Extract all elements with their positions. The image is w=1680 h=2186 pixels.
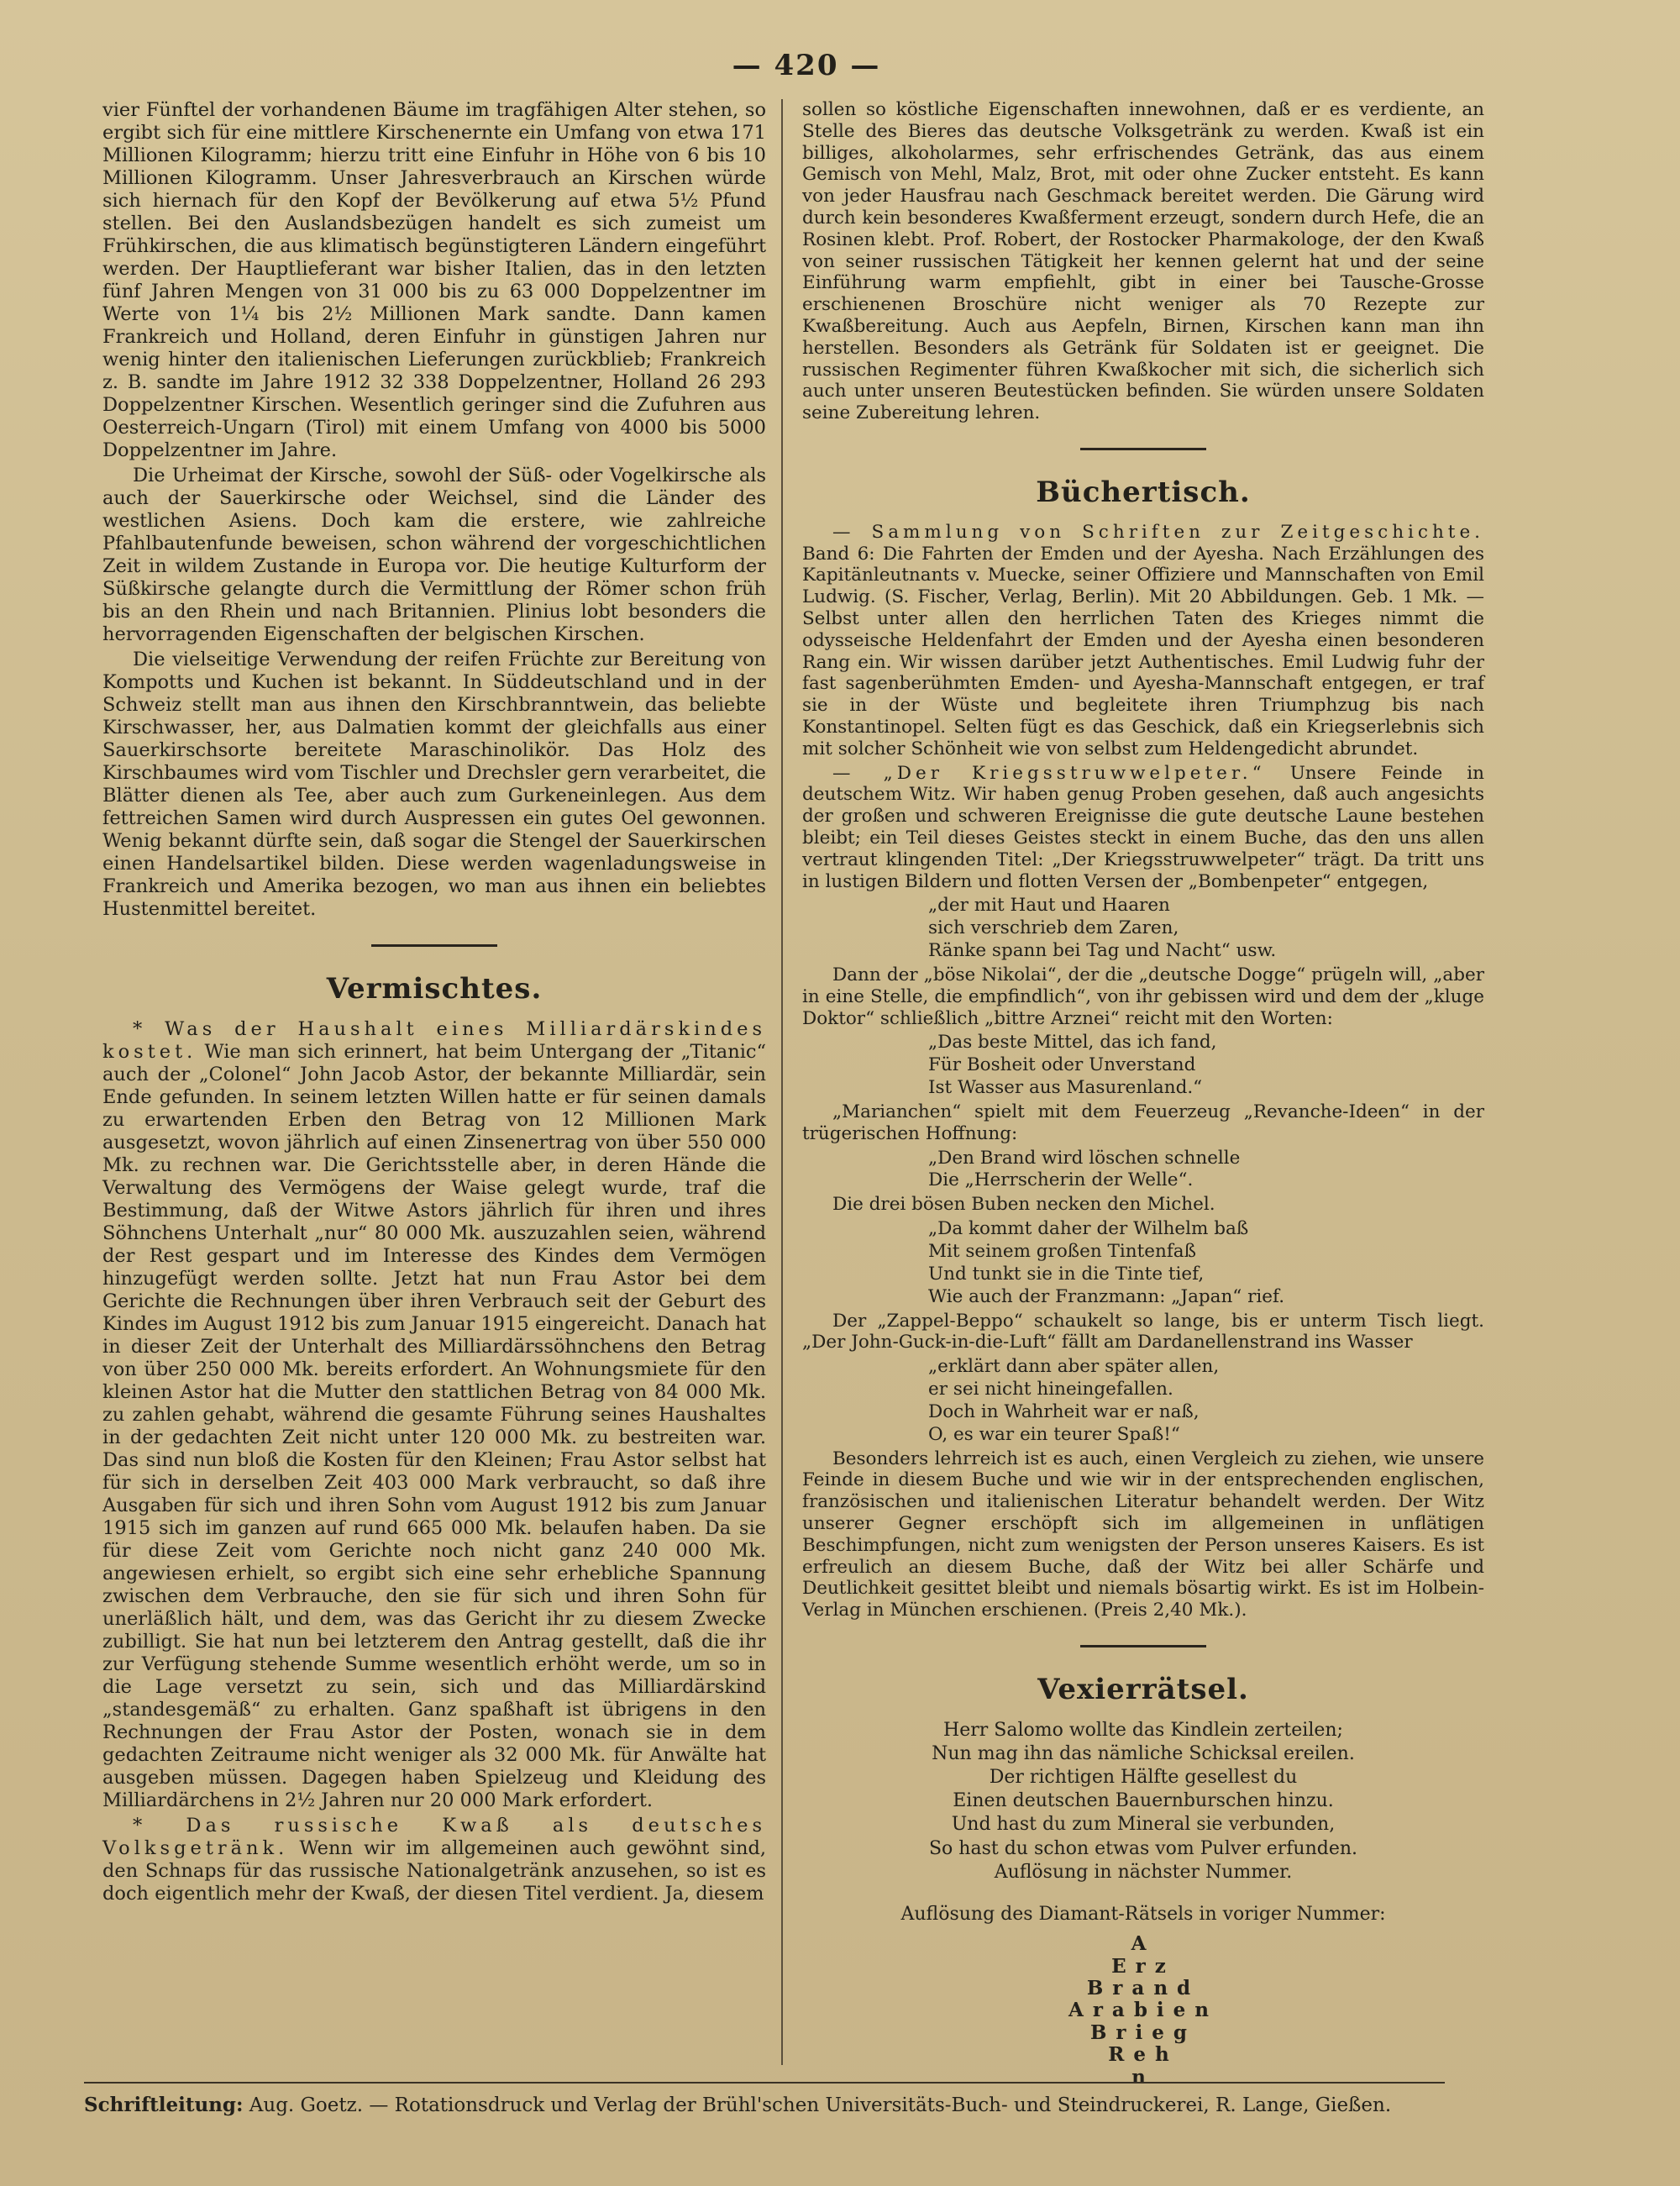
vermischtes-heading: Vermischtes. [326,972,543,1006]
section-separator [1080,448,1206,450]
riddle-line: So hast du schon etwas vom Pulver erfunden. [928,1837,1358,1859]
verse-line: „Den Brand wird löschen schnelle [928,1147,1241,1169]
milliardaer-article [102,1018,766,1812]
left-column [102,99,766,1908]
verse-john [928,1356,1484,1447]
right-column [802,99,1484,2089]
section-separator [1080,1645,1206,1647]
riddle-line: Nun mag ihn das nämliche Schicksal ereilen. [932,1743,1355,1764]
milliardaer-headline: * Was der Haushalt eines Milliardärskindes kostet. [102,1017,766,1063]
verse-line: Mit seinem großen Tintenfaß [928,1240,1196,1262]
aufloesung-heading: Auflösung des Diamant-Rätsels in voriger Nummer: [900,1903,1386,1925]
diamond-row: Brieg [1089,2020,1196,2044]
diamond-row: A [1131,1932,1156,1956]
verse-michel [928,1218,1484,1309]
sammlung-body: Band 6: Die Fahrten der Emden und der Ayesha. Nach Erzählungen des Kapitänleutnants v. Muecke, seiner Offiziere und Mannschaften von Emil Ludwig. (S. Fischer, Verlag, Berlin). Mit 20 Abbildungen. Geb. 1 Mk. — Selbst unter allen den herrlichen Taten des Krieges nimmt die odysseische Heldenfahrt der Emden und der Ayesha einen besonderen Rang ein. Wir wissen darüber jetzt Authentisches. Emil Ludwig fuhr der fast sagenberühmten Emden- und Ayesha-Mannschaft entgegen, er traf sie in der Wüste und begleitete ihren Triumphzug bis nach Konstantinopel. Selten fügt es das Geschick, daß ein Kriegserlebnis sich mit solcher Schönheit wie von selbst zum Heldengedicht abrundet. [802,543,1484,759]
verse-line: „erklärt dann aber später allen, [928,1356,1220,1378]
diamond-solution [802,1933,1484,2089]
kwass-body: Wenn wir im allgemeinen auch gewöhnt sind, den Schnaps für das russische Nationalgetränk anzusehen, so ist es doch eigentlich mehr der Kwaß, der diesen Titel verdient. Ja, diesem [102,1837,767,1905]
verse-line: „Da kommt daher der Wilhelm baß [928,1218,1249,1240]
kirschen-paragraph-2: Die Urheimat der Kirsche, sowohl der Süß- oder Vogelkirsche als auch der Sauerkirsche oder Weichsel, sind die Länder des westlichen Asiens. Doch kam die erstere, wie zahlreiche Pfahlbautenfunde beweisen, schon während der vorgeschichtlichen Zeit in wildem Zustande in Europa vor. Die heutige Kulturform der Süßkirsche gelangte durch die Vermittlung der Römer schon früh bis an den Rhein und nach Britannien. Plinius lobt besonders die hervorragenden Eigenschaften der belgischen Kirschen. [102,465,766,645]
verse-line: Wie auch der Franzmann: „Japan“ rief. [928,1285,1285,1307]
verse-line: Ränke spann bei Tag und Nacht“ usw. [928,940,1277,962]
riddle-line: Auflösung in nächster Nummer. [994,1861,1293,1883]
kwass-continued: sollen so köstliche Eigenschaften innewohnen, daß er es verdiente, an Stelle des Bieres das deutsche Volksgetränk zu werden. Kwaß ist ein billiges, alkoholarmes, sehr erfrischendes Getränk, das aus einem Gemisch von Mehl, Malz, Brot, mit oder ohne Zucker entsteht. Es kann von jeder Hausfrau nach Geschmack bereitet werden. Die Gärung wird durch kein besonderes Kwaßferment erzeugt, sondern durch Hefe, die an Rosinen klebt. Prof. Robert, der Rostocker Pharmakologe, der den Kwaß von seiner russischen Tätigkeit her kennen gelernt hat und der seine Einführung warm empfiehlt, gibt in einer bei Tausche-Grosse erschienenen Broschüre nicht weniger als 70 Rezepte zur Kwaßbereitung. Auch aus Aepfeln, Birnen, Kirschen kann man ihn herstellen. Besonders als Getränk für Soldaten ist er geeignet. Die russischen Regimenter führen Kwaßkocher mit sich, die sicherlich sich auch unter unseren Beutestücken befinden. Sie würden unsere Soldaten seine Zubereitung lehren. [802,99,1484,424]
struwwel-body: Unsere Feinde in deutschem Witz. Wir haben genug Proben gesehen, daß auch angesichts der großen und schweren Ereignisse die gute deutsche Laune bestehen bleibt; ein Teil dieses Geistes steckt in einem Buche, das den uns allen vertraut klingenden Titel: „Der Kriegsstruwwelpeter“ trägt. Da tritt uns in lustigen Bildern und flotten Versen der „Bombenpeter“ entgegen, [802,762,1484,892]
buechertisch-heading: Büchertisch. [1036,475,1251,509]
vexierraetsel-text [802,1719,1484,1884]
sammlung-headline: — Sammlung von Schriften zur Zeitgeschichte. [832,521,1484,543]
kirschen-paragraph-1: vier Fünftel der vorhandenen Bäume im tragfähigen Alter stehen, so ergibt sich für eine mittlere Kirschenernte ein Umfang von etwa 171 Millionen Kilogramm; hierzu tritt eine Einfuhr in Höhe von 6 bis 10 Millionen Kilogramm. Unser Jahresverbrauch an Kirschen würde sich hiernach für den Kopf der Bevölkerung auf etwa 5½ Pfund stellen. Bei den Auslandsbezügen handelt es sich zumeist um Frühkirschen, die aus klimatisch begünstigteren Ländern eingeführt werden. Der Hauptlieferant war bisher Italien, das in den letzten fünf Jahren Mengen von 31 000 bis zu 63 000 Doppelzentner im Werte von 1¼ bis 2½ Millionen Mark sandte. Dann kamen Frankreich und Holland, deren Einfuhr in günstigen Jahren nur wenig hinter den italienischen Lieferungen zurückblieb; Frankreich z. B. sandte im Jahre 1912 32 338 Doppelzentner, Holland 26 293 Doppelzentner Kirschen. Wesentlich geringer sind die Zufuhren aus Oesterreich-Ungarn (Tirol) mit einem Umfang von 4000 bis 5000 Doppelzentner im Jahre. [102,99,766,461]
sammlung-review [802,522,1484,760]
diamond-row: n [1131,2065,1155,2089]
struwwel-review [802,763,1484,893]
riddle-line: Und hast du zum Mineral sie verbunden, [951,1814,1336,1836]
struwwel-text-4: Die drei bösen Buben necken den Michel. [832,1194,1215,1216]
vexierraetsel-heading: Vexierrätsel. [1037,1673,1249,1707]
diamond-row: Erz [1111,1954,1175,1978]
verse-line: Die „Herrscherin der Welle“. [928,1169,1194,1191]
verse-line: Doch in Wahrheit war er naß, [928,1400,1200,1422]
struwwel-text-3: „Marianchen“ spielt mit dem Feuerzeug „Revanche-Ideen“ in der trügerischen Hoffnung: [802,1101,1484,1144]
verse-nikolai [928,1032,1484,1100]
verse-line: er sei nicht hineingefallen. [928,1379,1173,1400]
riddle-line: Der richtigen Hälfte gesellest du [989,1767,1298,1789]
kwass-article [102,1815,766,1905]
verse-line: Und tunkt sie in die Tinte tief, [928,1263,1205,1285]
footer-label: Schriftleitung: [84,2094,244,2116]
imprint-footer [84,2082,1445,2116]
struwwel-text-6: Besonders lehrreich ist es auch, einen Vergleich zu ziehen, wie unsere Feinde in diesem Buche und wie wir in der entsprechenden englischen, französischen und italienischen Literatur behandelt werden. Der Witz unserer Gegner erschöpft sich im allgemeinen in unflätigen Beschimpfungen, nicht zum wenigsten der Person unseres Kaisers. Es ist erfreulich an diesem Buche, daß der Witz bei aller Schärfe und Deutlichkeit gesittet bleibt und niemals bösartig wirkt. Es ist im Holbein-Verlag in München erschienen. (Preis 2,40 Mk.). [802,1448,1484,1621]
verse-line: O, es war ein teurer Spaß!“ [928,1423,1180,1445]
footer-text: Aug. Goetz. — Rotationsdruck und Verlag der Brühl'schen Universitäts-Buch- und Steindruckerei, R. Lange, Gießen. [249,2094,1392,2116]
column-divider [781,99,783,2065]
diamond-row: Brand [1086,1976,1200,1999]
verse-line: „der mit Haut und Haaren [928,895,1170,917]
page-number: — 420 — [732,49,881,82]
struwwel-text-5: Der „Zappel-Beppo“ schaukelt so lange, bis er unterm Tisch liegt. „Der John-Guck-in-die-Luft“ fällt am Dardanellenstrand ins Wasser [802,1310,1484,1353]
kwass-headline: * Das russische Kwaß als deutsches Volksgetränk. [102,1814,766,1859]
struwwel-headline: — „Der Kriegsstruwwelpeter.“ [832,762,1266,784]
milliardaer-body: Wie man sich erinnert, hat beim Untergang der „Titanic“ auch der „Colonel“ John Jacob Astor, der bekannte Milliardär, sein Ende gefunden. In seinem letzten Willen hatte er für seinen damals zu erwartenden Erben den Betrag von 12 Millionen Mark ausgesetzt, wovon jährlich auf einen Zinsenertrag von über 550 000 Mk. zu rechnen war. Die Gerichtsstelle aber, in deren Hände die Verwaltung des Vermögens der Waise gelegt wurde, traf die Bestimmung, daß der Witwe Astors jährlich für ihren und ihres Söhnchens Unterhalt „nur“ 80 000 Mk. auszuzahlen seien, während der Rest gespart und im Interesse des Kindes dem Vermögen hinzugefügt werden sollte. Jetzt hat nun Frau Astor bei dem Gerichte die Rechnungen über ihren Verbrauch seit der Geburt des Kindes im August 1912 bis zum Januar 1915 eingereicht. Danach hat in dieser Zeit der Unterhalt des Milliardärssöhnchens den Betrag von über 250 000 Mk. bereits erfordert. An Wohnungsmiete für den kleinen Astor hat die Mutter den stattlichen Betrag von 84 000 Mk. zu zahlen gehabt, während die gesamte Führung seines Haushaltes in der gedachten Zeit nicht unter 120 000 Mk. zu bestreiten war. Das sind nun bloß die Kosten für den Kleinen; Frau Astor selbst hat für sich in derselben Zeit 403 000 Mark verbraucht, so daß ihre Ausgaben für sich und ihren Sohn vom August 1912 bis zum Januar 1915 sich im ganzen auf rund 665 000 Mk. belaufen haben. Da sie für diese Zeit vom Gerichte noch nicht ganz 240 000 Mk. angewiesen erhielt, so ergibt sich eine sehr erhebliche Spannung zwischen dem Verbrauche, den sie für sich und ihren Sohn für unerläßlich hält, und dem, was das Gericht ihr zu diesem Zwecke zubilligt. Sie hat nun bei letzterem den Antrag gestellt, daß die ihr zur Verfügung stehende Summe wesentlich erhöht werde, um so in die Lage versetzt zu sein, sich und das Milliardärskind „standesgemäß“ zu erhalten. Ganz spaßhaft ist übrigens in den Rechnungen der Frau Astor der Posten, wonach sie in dem gedachten Zeitraume nicht weniger als 32 000 Mk. für Anwälte hat ausgeben müssen. Dagegen haben Spielzeug und Kleidung des Milliardärchens in 2½ Jahren nur 20 000 Mark erfordert. [102,1040,766,1811]
verse-bombenpeter [928,895,1484,963]
verse-marianchen [928,1148,1484,1193]
struwwel-text-2: Dann der „böse Nikolai“, der die „deutsche Dogge“ prügeln will, „aber in eine Stelle, die empfindlich“, von ihr gebissen wird und dem der „kluge Doktor“ schließlich „bittre Arznei“ reicht mit den Worten: [802,964,1484,1029]
verse-line: sich verschrieb dem Zaren, [928,917,1179,939]
riddle-line: Einen deutschen Bauernburschen hinzu. [953,1790,1334,1812]
verse-line: Ist Wasser aus Masurenland.“ [928,1077,1203,1099]
riddle-line: Herr Salomo wollte das Kindlein zerteilen; [943,1719,1343,1741]
verse-line: „Das beste Mittel, das ich fand, [928,1032,1217,1054]
section-separator [371,944,497,947]
diamond-row: Reh [1108,2043,1179,2067]
verse-line: Für Bosheit oder Unverstand [928,1054,1196,1076]
kirschen-paragraph-3: Die vielseitige Verwendung der reifen Früchte zur Bereitung von Kompotts und Kuchen ist bekannt. In Süddeutschland und in der Schweiz stellt man aus ihnen den Kirschbranntwein, das beliebte Kirschwasser, her, aus Dalmatien kommt der gleichfalls aus einer Sauerkirschsorte bereitete Maraschinolikör. Das Holz des Kirschbaumes wird vom Tischler und Drechsler gern verarbeitet, die Blätter dienen als Tee, aber auch zum Gurkeneinlegen. Aus dem fettreichen Samen wird durch Auspressen ein gutes Oel gewonnen. Wenig bekannt dürfte sein, daß sogar die Stengel der Sauerkirschen einen Handelsartikel bilden. Diese werden wagenladungsweise in Frankreich und Amerika bezogen, wo man aus ihnen ein beliebtes Hustenmittel bereitet. [102,649,766,920]
diamond-row: Arabien [1068,1999,1219,2022]
